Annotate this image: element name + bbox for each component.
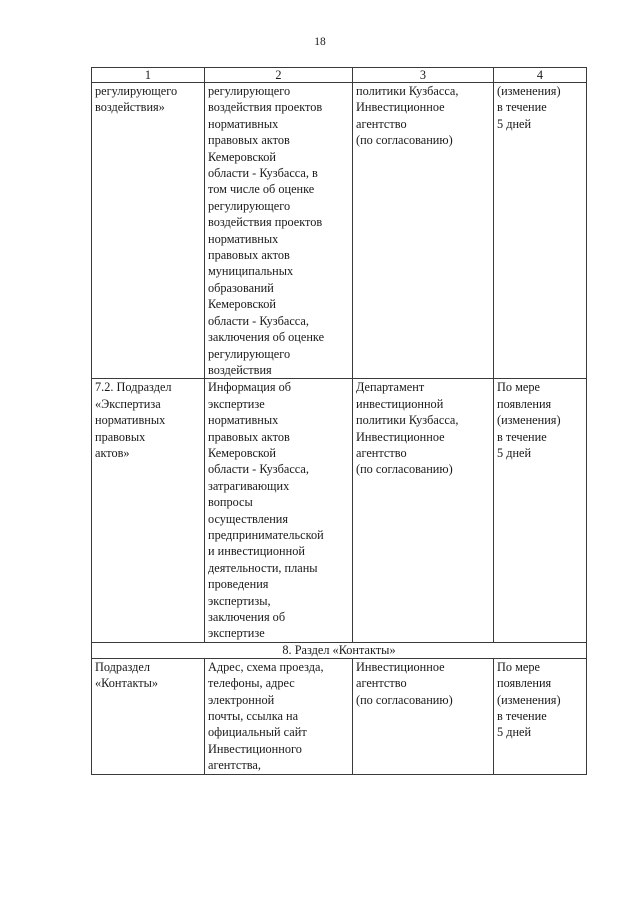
table-cell: регулирующего воздействия» (92, 83, 205, 379)
table-cell: Адрес, схема проезда, телефоны, адрес электронной почты, ссылка на официальный сайт Инвестиционного агентства, (205, 658, 353, 774)
table-cell: регулирующего воздействия проектов нормативных правовых актов Кемеровской области - Кузбасса, в том числе об оценке регулирующего воздействия проектов нормативных правовых актов муниципальных образований Кемеровской области - Кузбасса, заключения об оценке регулирующего воздействия (205, 83, 353, 379)
page-number: 18 (314, 36, 326, 48)
table-cell: Инвестиционное агентство (по согласованию) (353, 658, 494, 774)
column-header: 3 (353, 68, 494, 83)
table-cell: 7.2. Подраздел «Экспертиза нормативных правовых актов» (92, 379, 205, 643)
table-row (92, 658, 587, 774)
document-table (91, 67, 587, 775)
section-title: 8. Раздел «Контакты» (92, 642, 587, 658)
section-row (92, 642, 587, 658)
column-header: 4 (494, 68, 587, 83)
table-cell: Департамент инвестиционной политики Кузбасса, Инвестиционное агентство (по согласованию) (353, 379, 494, 643)
column-header: 1 (92, 68, 205, 83)
table-cell: По мере появления (изменения) в течение 5 дней (494, 379, 587, 643)
table-cell: По мере появления (изменения) в течение 5 дней (494, 658, 587, 774)
table-cell: Информация об экспертизе нормативных правовых актов Кемеровской области - Кузбасса, затрагивающих вопросы осуществления предпринимательской и инвестиционной деятельности, планы проведения экспертизы, заключения об экспертизе (205, 379, 353, 643)
table-cell: (изменения) в течение 5 дней (494, 83, 587, 379)
table-row (92, 379, 587, 643)
table-header-row (92, 68, 587, 83)
column-header: 2 (205, 68, 353, 83)
table-cell: политики Кузбасса, Инвестиционное агентство (по согласованию) (353, 83, 494, 379)
table-cell: Подраздел «Контакты» (92, 658, 205, 774)
table-row (92, 83, 587, 379)
